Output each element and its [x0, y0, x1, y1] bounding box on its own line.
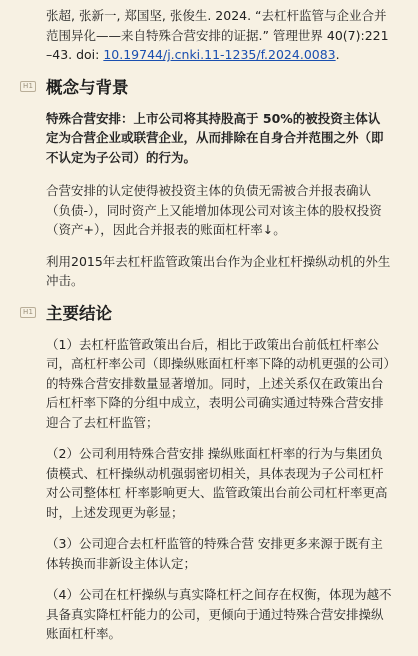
doi-link[interactable]: 10.19744/j.cnki.11-1235/f.2024.0083	[103, 47, 336, 62]
section-heading-background	[23, 77, 392, 99]
definition-text: ：上市公司将其持股高于 50%的被投资主体认定为合营企业或联营企业，从而排除在自身合并范围之外（即不认定为子公司）的行为。	[46, 110, 384, 165]
section-heading-conclusions	[23, 303, 392, 325]
background-paragraph: 利用2015年去杠杆监管政策出台作为企业杠杆操纵动机的外生冲击。	[46, 253, 391, 288]
definition-paragraph	[46, 109, 392, 168]
conclusion-item: （4）公司在杠杆操纵与真实降杠杆之间存在权衡，体现为越不具备真实降杠杆能力的公司，更倾向于通过特殊合营安排操纵账面杠杆率。	[46, 587, 392, 641]
definition-label: 特殊合营安排	[46, 110, 122, 126]
reference-text: 张超, 张新一, 郑国坚, 张俊生. 2024. “去杠杆监管与企业合并范围异化——来自特殊合营安排的证据.” 管理世界 40(7):221–43. doi:	[46, 8, 389, 62]
heading-level-badge: H1	[20, 307, 36, 318]
background-paragraph: 合营安排的认定使得被投资主体的负债无需被合并报表确认（负债-），同时资产上又能增加体现公司对该主体的股权投资（资产+），因此合并报表的账面杠杆率↓。	[46, 183, 382, 237]
section-title: 概念与背景	[46, 77, 129, 97]
reference-citation	[46, 6, 392, 65]
heading-level-badge: H1	[20, 81, 36, 92]
conclusion-item: （3）公司迎合去杠杆监管的特殊合营 安排更多来源于既有主体转换而非新设主体认定；	[46, 536, 383, 571]
reference-end: .	[335, 47, 340, 62]
conclusion-item: （2）公司利用特殊合营安排 操纵账面杠杆率的行为与集团负债模式、杠杆操纵动机强弱密切相关，具体表现为子公司杠杆对公司整体杠 杆率影响更大、监管政策出台前公司杠杆率更高时，上述发现更为彰显；	[46, 446, 388, 520]
conclusion-item: （1）去杠杆监管政策出台后，相比于政策出台前低杠杆率公司，高杠杆率公司（即操纵账面杠杆率下降的动机更强的公司）的特殊合营安排数量显著增加。同时，上述关系仅在政策出台 后杠杆率下降的分组中成立，表明公司确实通过特殊合营安排迎合了去杠杆监管；	[46, 336, 390, 430]
section-title: 主要结论	[46, 303, 112, 323]
